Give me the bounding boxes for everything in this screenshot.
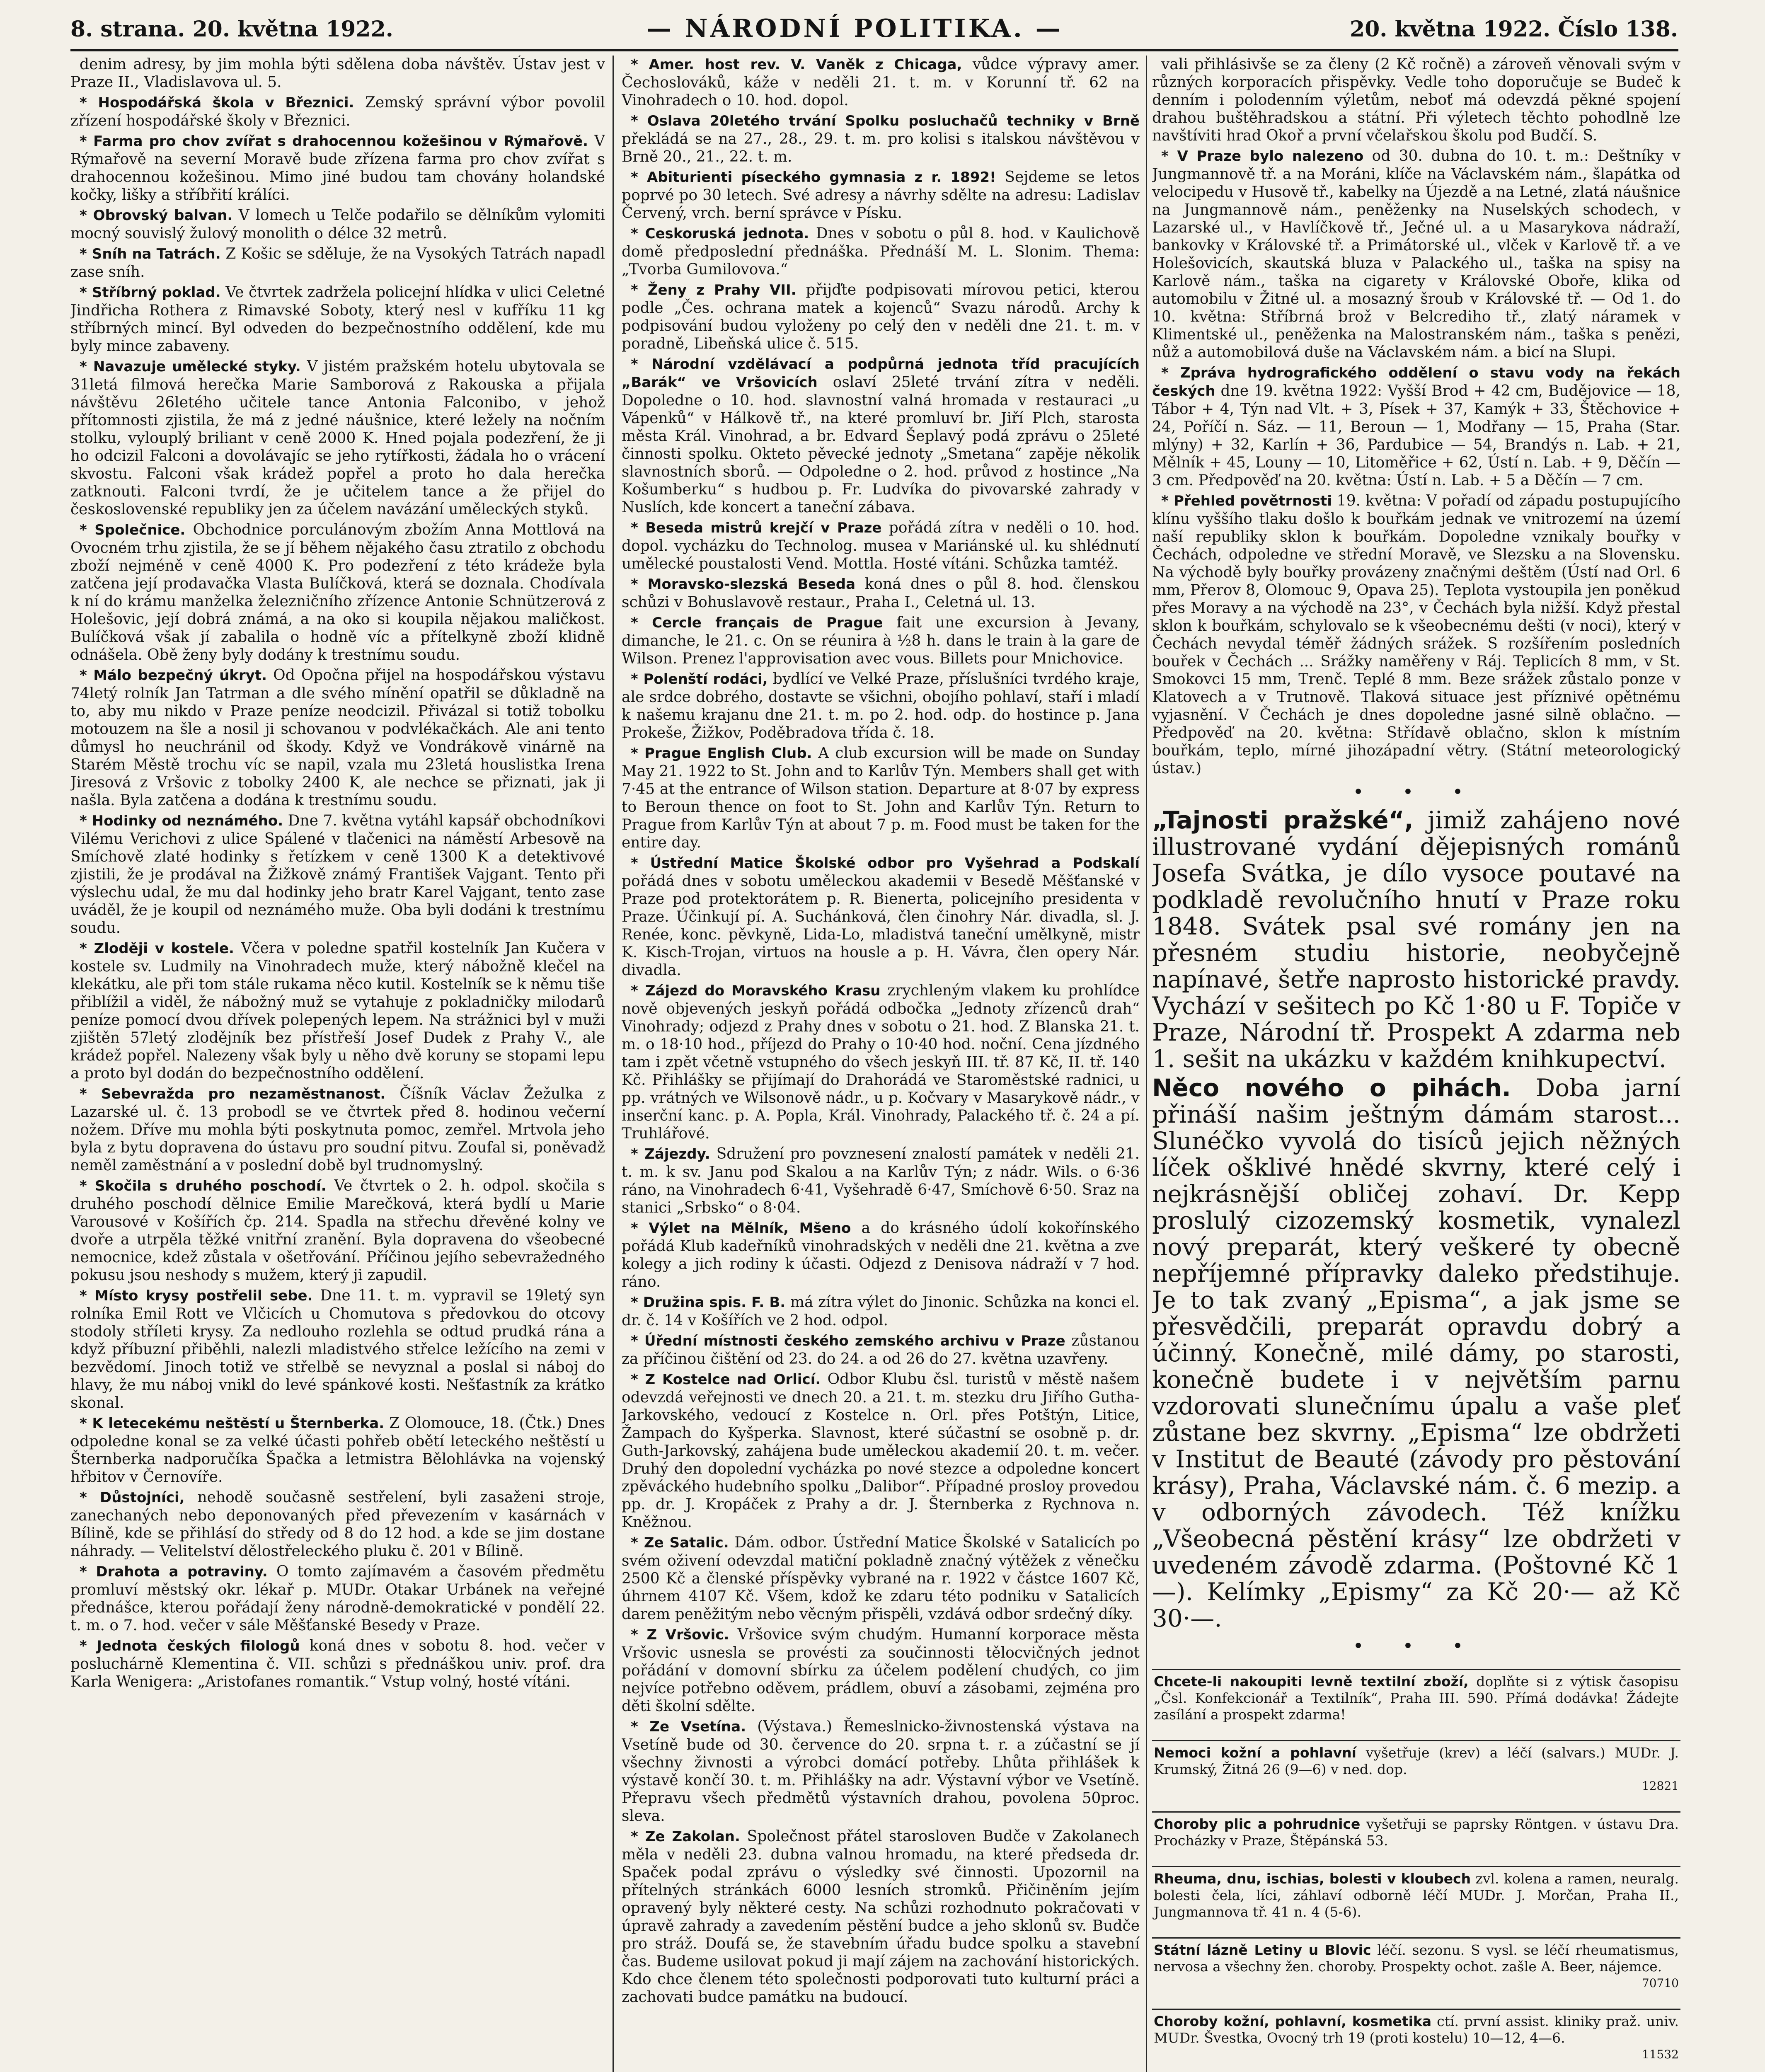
item-text: ctí. první assist. kliniky praž. univ. MUDr. Švestka, Ovocný trh 19 (proti kostelu) 10—12, 4—6. — [1154, 2013, 1679, 2046]
col2-item — [622, 1828, 1140, 2006]
separator: • • • — [1353, 782, 1480, 803]
item-heading: * Ze Zakolan. — [631, 1828, 740, 1845]
item-text: Z Košic se sděluje, že na Vysokých Tatrách napadl zase sníh. — [70, 245, 605, 281]
col2-item — [622, 1626, 1140, 1715]
item-heading: „Tajnosti pražské“, — [1152, 806, 1414, 834]
col2-item — [622, 744, 1140, 852]
item-heading: * Zájezd do Moravského Krasu — [631, 983, 881, 999]
col2-item — [622, 614, 1140, 668]
col2-item — [622, 670, 1140, 742]
classified-ads — [1152, 1669, 1680, 2072]
ads-item — [1152, 1866, 1680, 1924]
item-text: má zítra výlet do Jinonic. Schůzka na konci el. dr. č. 14 v Košířích ve 2 hod. odpol. — [622, 1294, 1140, 1329]
col1-item — [70, 1085, 605, 1174]
item-text: Číšník Václav Žežulka z Lazarské ul. č. 13 probodl se ve čtvrtek před 8. hodinou večerní nožem. Dříve mu mohla býti poskytnuta pomoc, zemřel. Mrtvola jeho byla z bytu dopravena do ústavu pro soudní pitvu. Zoufal si, poněvadž neměl zaměstnání a v poslední době byl trudnomyslný. — [70, 1085, 605, 1174]
item-text: vyšetřuji se paprsky Röntgen. v ústavu Dra. Procházky v Praze, Štěpánská 53. — [1154, 1816, 1679, 1849]
issue-number-right: 20. května 1922. Číslo 138. — [1349, 17, 1678, 42]
item-text: V jistém pražském hotelu ubytovala se 31letá filmová herečka Marie Samborová z Rakouska a přijala návštěvu 26letého učitele tance Antonia Falconibo, v jehož přítomnosti zjistila, že má z jedné náušnice, které ležely na nočním stolku, vylouplý briliant v ceně 2000 K. Hned pojala podezření, že ji ho odcizil Falconi a dovolávajíc se jeho rytířkosti, žádala ho o vrácení skvostu. Falconi však krádež popřel a proto ho dala herečka zatknouti. Falconi tvrdí, že je učitelem tance a že přijel do československé republiky jen za účelem navázání uměleckých styků. — [70, 358, 605, 518]
item-heading: * Úřední místnosti českého zemského archivu v Praze — [631, 1333, 1065, 1349]
col2-item — [622, 519, 1140, 573]
col1-item — [70, 1414, 605, 1486]
item-text: Dne 11. t. m. vypravil se 19letý syn rolníka Emil Rott ve Vlčicích u Chomutova s předovkou do otcovy stodoly stříleti krysy. Za nedlouho rozlehla se odtud prudká rána a když příbuzní přiběhli, nalezli mladistvého střelce ležícího na zemi v bezvědomí. Jinoch totiž ve střelbě se nevyznal a poslal si náboj do hlavy, že mu náboj vnikl do levé spánkové kosti. Nešťastník za krátko skonal. — [70, 1287, 605, 1411]
item-heading: * Z Vršovic. — [631, 1627, 729, 1643]
item-text: Včera v poledne spatřil kostelník Jan Kučera v kostele sv. Ludmily na Vinohradech muže, který nábožně klečel na klekátku, ale při tom stále rukama něco kutil. Kostelník se k němu tiše přiblížil a viděl, že nábožný muž se vytahuje z pokladničky milodarů peníze pomocí dvou dřívek polepených lepem. Na strážnici byl v muži zjištěn 57letý zlodějník bez přístřeší Josef Dudek z Prahy V., ale krádež popřel. Nalezeny však byly u něho dvě koruny se stopami lepu a proto byl dodán do bezpečnostního oddělení. — [70, 940, 605, 1082]
ads-item — [1152, 1740, 1680, 1798]
item-heading: * Zpráva hydrografického oddělení o stavu vody na řekách českých — [1152, 365, 1680, 399]
item-text: Dám. odbor. Ústřední Matice Školské v Satalicích po svém oživení odevzdal matiční pokladně značný výtěžek z věnečku 2500 Kč a členské příspěvky vybrané na r. 1922 v částce 1607 Kč, úhrnem 4107 Kč. Všem, kdož ke zdaru této podniku v Satalicích darem peněžitým nebo věcným přispěli, vzdává odbor srdečný díky. — [622, 1534, 1140, 1623]
col1-item — [70, 132, 605, 204]
ads-item — [1152, 2009, 1680, 2066]
col1-item — [70, 206, 605, 242]
col1-item — [70, 245, 605, 281]
col2-item — [622, 1145, 1140, 1217]
item-text: nehodě současně sestřelení, byli zasaženi stroje, zanechaných nebo deponovaných před převezením v kasárnách v Bílině, kde se přihlásí do středy od 8 do 12 hod. a kde se jim dostane náhrady. — Velitelství dělostřeleckého pluku č. 201 v Bílině. — [70, 1489, 605, 1560]
item-text: oslaví 25leté trvání zítra v neděli. Dopoledne o 10. hod. slavnostní valná hromada v restauraci „u Vápenků“ v Hálkově tř., na které promluví br. Jiří Plch, starosta města Král. Vinohrad, a br. Edvard Šeplavý podá zprávu o 25leté činnosti spolku. Okteto pěvecké jednoty „Smetana“ zapěje několik slavnostních sborů. — Odpoledne o 2. hod. průvod z hostince „Na Košumberku“ s hudbou p. Fr. Ludvíka do pivovarské zahrady v Nuslích, kde koncert a taneční zábava. — [622, 374, 1140, 516]
item-text: zrychleným vlakem ku prohlídce nově objevených jeskyň pořádá odbočka „Jednoty zřízenců drah“ Vinohrady; odjezd z Prahy dnes v sobotu o 21. hod. Z Blanska 21. t. m. o 18·10 hod., příjezd do Prahy o 10·40 hod. noční. Cena jízdného tam i zpět včetně vstupného do všech jeskyň III. tř. 87 Kč, II. tř. 140 Kč. Přihlášky se přijímají do Drahorádá ve Staroměstské radnici, u pp. vrátných ve Wilsonově nádr., u p. Kočvary v Masarykově nádr., v inserční kanc. p. A. Popla, Král. Vinohrady, Palackého tř. č. 24 a pí. Truhlářové. — [622, 982, 1140, 1142]
item-text: Společnost přátel starosloven Budče v Zakolanech měla v neděli 23. dubna valnou hromadu, na které předseda dr. Spaček podal zprávu o výsledky své činnosti. Upozornil na přítelných stránkách 6000 lesních stromků. Přičiněním jejím opravený byly některé cesty. Na schůzi rozhodnuto pokračovati v úpravě zahrady a zavedením pěstění budce a jeho sklonů sv. Budče pro stráž. Doufá se, že stavebním úřadu budce spolku a stavební čas. Budeme usilovat pokud ji mají zájem na zachování historických. Kdo chce členem této společnosti podporovati tuto kulturní práci a zachovati budce památku na budoucí. — [622, 1828, 1140, 2006]
item-heading: * Sníh na Tatrách. — [80, 246, 221, 262]
item-text: vyšetřuje (krev) a léčí (salvars.) MUDr. J. Krumský, Žitná 26 (9—6) v ned. dop. — [1154, 1745, 1679, 1777]
item-heading: * Jednota českých filologů — [80, 1638, 300, 1654]
item-heading: * Beseda mistrů krejčí v Praze — [631, 520, 882, 536]
item-heading: * Prague English Club. — [631, 745, 812, 762]
item-heading: * Společnice. — [80, 522, 186, 538]
item-text: Dne 7. května vytáhl kapsář obchodníkovi Vilému Verichovi z ulice Spálené v tlačenici na náměstí Arbesově na Smíchově zlaté hodinky s řetízkem v ceně 1300 K a detektivové zjistili, že je prodával na Žižkově známý František Vajgant. Tento při výslechu udal, že mu dal hodinky jeho bratr Karel Vajgant, tento zase uváděl, že je koupil od neznámého muže. Oba byli dodáni k trestnímu soudu. — [70, 812, 605, 937]
col2-item — [622, 56, 1140, 109]
item-heading: * Přehled povětrnosti — [1161, 493, 1332, 509]
ad-number: 12821 — [1642, 1779, 1679, 1793]
col2-item — [622, 1370, 1140, 1531]
col2-item — [622, 112, 1140, 166]
item-heading: * Družina spis. F. B. — [631, 1294, 786, 1311]
col1-item — [70, 1563, 605, 1634]
ads-item — [1152, 1669, 1680, 1726]
item-text: bydlící ve Velké Praze, příslušníci tvrdého kraje, ale srdce dobrého, dostavte se všichni, obojího pohlaví, staří i mladí k našemu krajanu dne 21. t. m. po 2. hod. odp. do hostince p. Jana Prokeše, Žižkov, Poděbradova třída č. 18. — [622, 670, 1140, 741]
item-text: vali přihlásivše se za členy (2 Kč ročně) a zároveň věnovali svým v různých korporacích přispěvky. Vedle toho doporučuje se Budeč k denním i polodenním výletům, neboť má odevzdá pěkné spojení drahou buštěhradskou a státní. Při výletech těchto pohodlně lze navštíviti hrad Okoř a první včelařskou školu pod Budčí. S. — [1152, 56, 1680, 144]
item-text: fait une excursion à Jevany, dimanche, le 21. c. On se réunira à ½8 h. dans le train à la gare de Wilson. Prenez l'approvisation avec vous. Billets pour Mnichovice. — [622, 614, 1140, 667]
feature-notices — [1152, 807, 1680, 1631]
item-heading: * Důstojníci, — [80, 1489, 185, 1506]
col1-item — [70, 1489, 605, 1560]
item-heading: * Polenští rodáci, — [631, 671, 768, 687]
masthead — [0, 0, 1765, 62]
item-heading: * Hospodářská škola v Březnici. — [80, 94, 354, 111]
column-1 — [70, 56, 605, 2072]
item-text: V Rýmařově na severní Moravě bude zřízena farma pro chov zvířat s drahocennou kožešinou. Mimo jiné budou tam chovány holandské kočky, lišky a stříbřití králíci. — [70, 133, 605, 203]
item-text: 19. května: V pořadí od západu postupujícího klínu vyššího tlaku došlo k bouřkám jednak ve vnitrozemí na území naší republiky sklon k bouřkám. Dopoledne vznikaly bouřky v Čechách, odpoledne ve střední Moravě, ve Slezsku a na Slovensku. Na východě byly bouřky provázeny značnými deštěm (Ústí nad Orl. 6 mm, Přerov 8, Olomouc 9, Opava 25). Teplota vystoupila jen poněkud přes Moravy a na východě na 23°, v Čechách byla nižší. Když přestal sklon k bouřkám, schylovalo se k všeobecnému dešti (v noci), který v Čechách nevydal téměř žádných srážek. S rozšířením posledních bouřek v Čechách ... Srážky naměřeny v Ráj. Teplicích 8 mm, v St. Smokovci 15 mm, Trenč. Teplé 8 mm. Beze srážek zůstalo ponze v Klatovech a v Trutnově. Tlaková situace jest příznivé opětnému vyjasnění. V Čechách je dnes dopoledne jasné silně oblačno. — Předpověď na 20. května: Střídavě oblačno, sklon k místním bouřkám, teplo, mírné jihozápadní větry. (Státní meteorologický ústav.) — [1152, 492, 1680, 777]
item-heading: * K letecekému neštěstí u Šternberka. — [80, 1415, 385, 1432]
page-date-left: 8. strana. 20. května 1922. — [70, 17, 393, 42]
ads-item — [1152, 1937, 1680, 1995]
item-heading: * Místo krysy postřelil sebe. — [80, 1288, 313, 1304]
col1-item — [70, 812, 605, 937]
col2-item — [622, 854, 1140, 979]
col3-item — [1152, 364, 1680, 489]
item-text: koná dnes o půl 8. hod. členskou schůzi v Bohuslavově restaur., Praha I., Celetná ul. 13. — [622, 576, 1140, 611]
item-heading: * Ceskoruská jednota. — [631, 225, 809, 242]
ad-number: 70710 — [1642, 1976, 1679, 1990]
item-heading: Choroby kožní, pohlavní, kosmetika — [1154, 2013, 1432, 2029]
item-text: Vršovice svým chudým. Humanní korporace města Vršovic usnesla se provésti za součinnosti tělocvičných jednot pořádání v domovní sbírku za účelem podělení chudých, co jim nejvíce potřebno oděvem, prádlem, obuví a zásobami, zejména pro děti školní sdělte. — [622, 1626, 1140, 1715]
item-text: léčí. sezonu. S vysl. se léčí rheumatismus, nervosa a všechny žen. choroby. Prospekty ochot. zašle A. Beer, nájemce. — [1154, 1942, 1679, 1975]
col2-item — [622, 1219, 1140, 1291]
item-text: V lomech u Telče podařilo se dělníkům vylomiti mocný souvislý žulový monolith o délce 32 metrů. — [70, 207, 605, 242]
col3-item — [1152, 56, 1680, 145]
item-text: O tomto zajímavém a časovém předmětu promluví městský okr. lékař p. MUDr. Otakar Urbánek na veřejné přednášce, kterou pořádají ženy národně-demokratické v pondělí 22. t. m. o 7. hod. večer v sále Měšťanské Besedy v Praze. — [70, 1563, 605, 1634]
col2-item — [622, 168, 1140, 222]
col1-item — [70, 56, 605, 91]
item-text: zůstanou za příčinou čištění od 23. do 24. a od 26 do 27. května uzavřeny. — [622, 1332, 1140, 1368]
item-text: A club excursion will be made on Sunday May 21. 1922 to St. John and to Karlův Týn. Members shall get with 7·45 at the entrance of Wilson station. Departure at 8·07 by express to Beroun thence on foot to St. John and Karlův Týn. Return to Prague from Karlův Týn at about 7 p. m. Food must be taken for the entire day. — [622, 745, 1140, 851]
item-heading: * Ženy z Prahy VII. — [631, 282, 797, 298]
col2-item — [622, 1534, 1140, 1623]
item-text: denim adresy, by jim mohla býti sdělena doba návštěv. Ústav jest v Praze II., Vladislavova ul. 5. — [70, 56, 605, 91]
masthead-rule — [70, 49, 1678, 51]
item-heading: * Výlet na Mělník, Mšeno — [631, 1220, 851, 1237]
item-heading: * Málo bezpečný úkryt. — [80, 667, 267, 684]
item-heading: Nemoci kožní a pohlavní — [1154, 1745, 1356, 1761]
item-text: Sdružení pro povznesení znalostí památek v neděli 21. t. m. k sv. Janu pod Skalou a na Karlův Týn; z nádr. Wils. o 6·36 ráno, na Vinohradech 6·41, Vyšehradě 6·47, Smíchově 6·50. Sraz na stanici „Srbsko“ o 8·04. — [622, 1145, 1140, 1216]
item-heading: * Cercle français de Prague — [631, 615, 883, 631]
item-text: Dnes v sobotu o půl 8. hod. v Kaulichově domě předposlední přednáška. Přednáší M. L. Slonim. Thema: „Tvorba Gumilovova.“ — [622, 225, 1140, 278]
item-heading: * Z Kostelce nad Orlicí. — [631, 1371, 821, 1388]
item-text: pořádá zítra v neděli o 10. hod. dopol. vycházku do Technolog. musea v Mariánské ul. ku shlédnutí umělecké poustalosti Vend. Mottla. Hosté vítáni. Schůzka tamtéž. — [622, 519, 1140, 572]
col2-item — [622, 1293, 1140, 1329]
col1-item — [70, 521, 605, 664]
item-heading: * Zloději v kostele. — [80, 940, 234, 957]
item-text: doplňte si z výtisk časopisu „Čsl. Konfekcionář a Textilník“, Praha III. 590. Přímá dodávka! Žádejte zasílání a prospekt zdarma! — [1154, 1673, 1679, 1723]
ads-item — [1152, 1811, 1680, 1852]
item-text: pořádá dnes v sobotu uměleckou akademii v Besedě Měšťanské v Praze pod protektorátem p. R. Bienerta, policejního presidenta v Praze. Účinkují pí. A. Suchánková, člen činohry Nár. divadla, sl. J. Renée, konc. pěvkyně, Lida-Lo, mladistvá taneční umělkyně, mistr K. Kisch-Trojan, virtuos na housle a p. H. Vávra, člen opery Nár. divadla. — [622, 873, 1140, 979]
col2-item — [622, 1718, 1140, 1825]
item-heading: * Abiturienti píseckého gymnasia z r. 1892! — [631, 169, 996, 186]
item-text: a do krásného údolí kokořínského pořádá Klub kadeřníků vinohradských v neděli dne 21. května a zve kolegy a jich rodiny k účasti. Odjezd z Denisova nádraží v 7 hod. ráno. — [622, 1220, 1140, 1290]
col1-item — [70, 666, 605, 809]
col3_big-item — [1152, 1075, 1680, 1631]
item-text: překládá se na 27., 28., 29. t. m. pro kolisi s italskou návštěvou v Brně 20., 21., 22. t. m. — [622, 131, 1140, 165]
item-heading: Státní lázně Letiny u Blovic — [1154, 1942, 1371, 1958]
separator: • • • — [1353, 1636, 1480, 1657]
item-text: dne 19. května 1922: Vyšší Brod + 42 cm, Budějovice — 18, Tábor + 4, Týn nad Vlt. + 3, Písek + 37, Kamýk + 33, Štěchovice + 24, Poříčí n. Sáz. — 11, Beroun — 1, Modřany — 15, Praha (Star. mlýny) + 32, Karlín + 36, Pardubice — 54, Brandýs n. Lab. + 21, Mělník + 45, Louny — 10, Litoměřice + 62, Ústí n. Lab. + 9, Děčín — 3 cm. Předpověď na 20. května: Ústí n. Lab. + 5 a Děčín — 7 cm. — [1152, 382, 1680, 489]
col2-item — [622, 1332, 1140, 1368]
col1-item — [70, 1637, 605, 1691]
item-text: Obchodnice porculánovým zbožím Anna Mottlová na Ovocném trhu zjistila, že se jí během nějakého času ztratilo z obchodu zboží nejméně v ceně 4000 K. Pro podezření z této krádeže byla zatčena její prodavačka Vlasta Bulíčková, která se doznala. Chodívala k ní do krámu manželka železničního zřízence Antonie Schnützerová z Holešovic, její dobrá známá, a na oko si koupila nějakou maličkost. Bulíčková však jí zabalila o hodně víc a přítelkyně zboží klidně odnášela. Obě ženy byly dodány k trestnímu soudu. — [70, 521, 605, 663]
item-heading: * Skočila s druhého poschodí. — [80, 1178, 327, 1194]
item-heading: * Moravsko-slezská Beseda — [631, 576, 856, 593]
item-heading: * Obrovský balvan. — [80, 207, 233, 224]
item-text: jimiž zahájeno nové illustrované vydání dějepisných románů Josefa Svátka, je dílo vysoce poutavé na podkladě revolučního hnutí v Praze roku 1848. Svátek psal své romány jen na přesném studiu historie, neobyčejně napínavé, šetře naprosto historické pravdy. Vychází v sešitech po Kč 1·80 u F. Topiče v Praze, Národní tř. Prospekt A zdarma neb 1. sešit na ukázku v každém knihkupectví. — [1152, 806, 1680, 1073]
item-heading: * Drahota a potraviny. — [80, 1564, 268, 1580]
item-text: Odbor Klubu čsl. turistů v městě našem odevzdá veřejnosti ve dnech 20. a 21. t. m. stezku dru Jiřího Gutha-Jarkovského, vedoucí z Kostelce n. Orl. přes Potštýn, Litice, Žampach do Kyšperka. Slavnost, které súčastní se osobně p. dr. Guth-Jarkovský, zahájena bude uměleckou akademií 20. t. m. večer. Druhý den dopolední vycházka po nové stezce a odpoledne koncert zpěváckého hudebního spolku „Dalibor“. Případné prosloy provedou pp. dr. J. Kropáček z Prahy a dr. J. Šternberka z Rychnova n. Kněžnou. — [622, 1371, 1140, 1531]
item-heading: Něco nového o pihách. — [1152, 1074, 1511, 1102]
item-text: Z Olomouce, 18. (Čtk.) Dnes odpoledne konal se za velké účasti pohřeb obětí leteckého neštěstí u Šternberka nadporučíka Špačka a letmistra Bělohlávka na vojenský hřbitov v Černovíře. — [70, 1415, 605, 1486]
item-text: Ve čtvrtek o 2. h. odpol. skočila s druhého poschodí dělnice Emilie Marečková, která bydlí u Marie Varousové v Košířích čp. 214. Spadla na střechu dřevěné kolny ve dvoře a utrpěla těžké vnitřní zranění. Byla dopravena do všeobecné nemocnice, kdež zůstala v ošetřování. Příčinou jejího sebevražedného pokusu jsou neshody s mužem, který ji zapudil. — [70, 1177, 605, 1284]
item-text: zvl. kolena a ramen, neuralg. bolesti čela, líci, záhlaví odborně léčí MUDr. J. Morčan, Praha II., Jungmannova tř. 41 n. 4 (5-6). — [1154, 1871, 1679, 1920]
col2-item — [622, 355, 1140, 516]
item-heading: * Ze Satalic. — [631, 1535, 729, 1551]
item-heading: * Navazuje umělecké styky. — [80, 358, 301, 375]
item-text: koná dnes v sobotu 8. hod. večer v posluchárně Klementina č. VII. schůzi s přednáškou univ. prof. dra Karla Wenigera: „Aristofanes romantik.“ Vstup volný, hosté vítáni. — [70, 1637, 605, 1690]
ad-number: 11532 — [1642, 2048, 1679, 2061]
item-heading: * Hodinky od neznámého. — [80, 813, 283, 829]
col1-item — [70, 1287, 605, 1412]
item-heading: * Oslava 20letého trvání Spolku posluchačů techniky v Brně — [631, 113, 1140, 129]
item-heading: * Amer. host rev. V. Vaněk z Chicaga, — [631, 56, 962, 73]
item-heading: Chcete-li nakoupiti levně textilní zboží, — [1154, 1673, 1469, 1690]
col3-item — [1152, 492, 1680, 777]
item-heading: * V Praze bylo nalezeno — [1161, 148, 1364, 165]
item-text: přijďte podpisovati mírovou petici, kterou podle „Čes. ochrana matek a kojenců“ Svazu národů. Archy k podpisování budou vyloženy po celý den v neděli dne 21. t. m. v poradně, Libeňská ulice č. 515. — [622, 281, 1140, 352]
col2-item — [622, 982, 1140, 1143]
newspaper-title: — NÁRODNÍ POLITIKA. — — [646, 14, 1063, 43]
column-2 — [622, 56, 1140, 2072]
item-text: Zemský správní výbor povolil zřízení hospodářské školy v Březnici. — [70, 94, 605, 129]
item-heading: * Stříbrný poklad. — [80, 284, 221, 301]
item-text: Sejdeme se letos poprvé po 30 letech. Své adresy a návrhy sdělte na adresu: Ladislav Červený, vrch. berní správce v Písku. — [622, 169, 1140, 222]
item-text: od 30. dubna do 10. t. m.: Deštníky v Jungmannově tř. a na Moráni, klíče na Václavském nám., šlapátka od velocipedu v Husově tř., kabelky na Újezdě a na Letné, zlatá náušnice na Jungmannově nám., peněženky na Nuselských schodech, v Lazarské ul., v Havlíčkově tř., Ječné ul. a u Masarykova nádraží, bankovky v Královské tř. a Primátorské ul., vlček v Karlově tř. a ve Holešovicích, skautská bluza v Palackého ul., taška na spisy na Karlově nám., taška na cigarety v Královské Oboře, klika od automobilu v Žitné ul. a mosazný šroub v Královské tř. — Od 1. do 10. května: Stříbrná brož v Belcrediho tř., zlatý náramek v Klimentské ul., peněženka na Malostranském nám., taška s penězi, nůž a automobilová duše na Václavském nám. a bicí na Slupi. — [1152, 148, 1680, 361]
col2-item — [622, 281, 1140, 353]
item-heading: * Sebevražda pro nezaměstnanost. — [80, 1086, 386, 1102]
item-heading: * Ústřední Matice Školské odbor pro Vyšehrad a Podskalí — [631, 855, 1140, 871]
item-text: Doba jarní přináší našim ještným dámám starost... Slunéčko vyvolá do tisíců jejich něžných líček ošklivé hnědé skvrny, které celý i nejkrásnější obličej zohaví. Dr. Kepp proslulý cizozemský kosmetik, vynalezl nový preparát, který veškeré ty obecně nepříjemné přípravky daleko předstihuje. Je to tak zvaný „Episma“, a jak jsme se přesvědčili, preparát opravdu dobrý a účinný. Konečně, milé dámy, po starosti, konečně budete i v největším parnu vzdorovati slunečnímu úpalu a vaše pleť zůstane bez skvrny. „Episma“ lze obdržeti v Institut de Beauté (závody pro pěstování krásy), Praha, Václavské nám. č. 6 mezip. a v odborných závodech. Též knížku „Všeobecná pěstění krásy“ lze obdržeti v uvedeném závodě zdarma. (Poštovné Kč 1—). Kelímky „Epismy“ za Kč 20·— až Kč 30·—. — [1152, 1074, 1680, 1632]
column-3 — [1152, 56, 1680, 2072]
col1-item — [70, 94, 605, 130]
column-divider — [613, 56, 614, 2072]
item-text: Ve čtvrtek zadržela policejní hlídka v ulici Celetné Jindřicha Rothera z Rimavské Soboty, který nesl v kufříku 11 kg stříbrných mincí. Byl odveden do bezpečnostního oddělení, kde mu byly mince zabaveny. — [70, 284, 605, 355]
column-3-news — [1152, 56, 1680, 777]
column-divider — [1146, 56, 1147, 2072]
item-heading: * Národní vzdělávací a podpůrná jednota tříd pracujících „Barák“ ve Vršovicích — [622, 356, 1140, 391]
col1-item — [70, 283, 605, 355]
col2-item — [622, 575, 1140, 611]
item-heading: Rheuma, dnu, ischias, bolesti v kloubech — [1154, 1871, 1471, 1887]
col2-item — [622, 225, 1140, 278]
col3-item — [1152, 147, 1680, 361]
item-heading: * Farma pro chov zvířat s drahocennou kožešinou v Rýmařově. — [80, 133, 588, 150]
col1-item — [70, 1177, 605, 1284]
item-text: (Výstava.) Řemeslnicko-živnostenská výstava na Vsetíně bude od 30. července do 20. srpna t. r. a zúčastní se jí všechny živnosti a výrobci domácí potřeby. Lhůta přihlášek k výstavě končí 30. t. m. Přihlášky na adr. Výstavní výbor ve Vsetíně. Přepravu všech předmětů výstavních drahou, povolena 50proc. sleva. — [622, 1718, 1140, 1825]
item-text: Od Opočna přijel na hospodářskou výstavu 74letý rolník Jan Tatrman a dle svého mínění opatřil se důkladně na to, aby mu nikdo v Praze peníze neodcizil. Přivázal si totiž tobolku motouzem na šle a nosil ji schovanou v podvlékačkách. Ale ani tento důmysl ho neuchránil od škody. Když ve Vondrákově vinárně na Starém Městě trochu víc se napil, vzala mu 23letá houslistka Irena Jiresová z Vršovic z tobolky 2400 K, ale nechce se přiznati, jak ji našla. Byla zatčena a dodána k trestnímu soudu. — [70, 667, 605, 809]
col1-item — [70, 939, 605, 1082]
item-heading: * Zájezdy. — [631, 1146, 710, 1162]
item-text: vůdce výpravy amer. Čechoslováků, káže v neděli 21. t. m. v Korunní tř. 62 na Vinohradech o 10. hod. dopol. — [622, 56, 1140, 109]
col3_big-item — [1152, 807, 1680, 1072]
col1-item — [70, 358, 605, 518]
item-heading: * Ze Vsetína. — [631, 1719, 746, 1735]
item-heading: Choroby plic a pohrudnice — [1154, 1816, 1361, 1832]
